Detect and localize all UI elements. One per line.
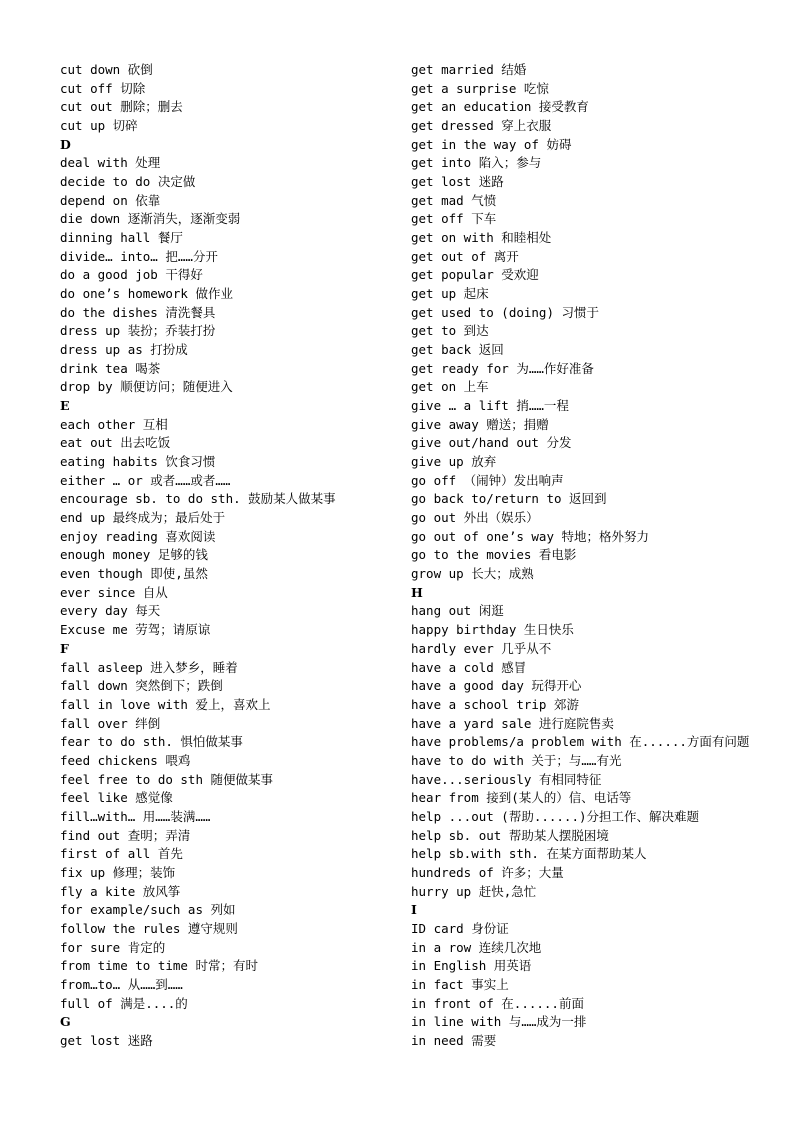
section-letter-heading: F [60, 640, 69, 656]
phrase-entry: eating habits 饮食习惯 [60, 454, 216, 470]
phrase-entry: depend on 依靠 [60, 192, 161, 208]
phrase-entry: cut up 切碎 [60, 118, 138, 134]
phrase-entry: help sb. out 帮助某人摆脱困境 [411, 827, 609, 843]
phrase-entry: have...seriously 有相同特征 [411, 771, 602, 787]
phrase-entry: find out 查明；弄清 [60, 827, 191, 843]
phrase-entry: get off 下车 [411, 211, 497, 227]
phrase-entry: enjoy reading 喜欢阅读 [60, 528, 216, 544]
phrase-entry: dress up 装扮；乔装打扮 [60, 323, 216, 339]
phrase-entry: decide to do 决定做 [60, 174, 196, 190]
phrase-entry: do the dishes 清洗餐具 [60, 304, 216, 320]
phrase-entry: help sb.with sth. 在某方面帮助某人 [411, 846, 647, 862]
phrase-entry: hang out 闲逛 [411, 603, 504, 619]
phrase-entry: Excuse me 劳驾；请原谅 [60, 622, 211, 638]
phrase-entry: get popular 受欢迎 [411, 267, 539, 283]
phrase-entry: in a row 连续几次地 [411, 939, 542, 955]
phrase-entry: divide… into… 把……分开 [60, 248, 218, 264]
section-letter-heading: H [411, 584, 423, 600]
section-letter-heading: I [411, 902, 417, 918]
phrase-entry: dress up as 打扮成 [60, 342, 188, 358]
phrase-entry: fall in love with 爱上，喜欢上 [60, 696, 271, 712]
phrase-entry: have a cold 感冒 [411, 659, 527, 675]
phrase-entry: cut off 切除 [60, 80, 146, 96]
phrase-entry: in English 用英语 [411, 958, 532, 974]
phrase-entry: feel like 感觉像 [60, 790, 173, 806]
phrase-entry: follow the rules 遵守规则 [60, 920, 238, 936]
phrase-entry: get back 返回 [411, 342, 504, 358]
phrase-entry: first of all 首先 [60, 846, 183, 862]
phrase-entry: in front of 在......前面 [411, 995, 584, 1011]
phrase-entry: in line with 与……成为一排 [411, 1014, 587, 1030]
phrase-entry: feed chickens 喂鸡 [60, 752, 191, 768]
phrase-entry: dinning hall 餐厅 [60, 230, 183, 246]
phrase-entry: get dressed 穿上衣服 [411, 118, 552, 134]
phrase-entry: have a school trip 郊游 [411, 696, 579, 712]
phrase-entry: fix up 修理；装饰 [60, 864, 176, 880]
phrase-entry: enough money 足够的钱 [60, 547, 208, 563]
phrase-entry: get mad 气愤 [411, 192, 497, 208]
section-letter-heading: E [60, 398, 70, 414]
phrase-entry: in need 需要 [411, 1032, 497, 1048]
phrase-entry: hurry up 赶快,急忙 [411, 883, 537, 899]
phrase-entry: help ...out (帮助......)分担工作、解决难题 [411, 808, 700, 824]
phrase-entry: ID card 身份证 [411, 920, 509, 936]
phrase-entry: for sure 肯定的 [60, 939, 166, 955]
phrase-entry: fly a kite 放风筝 [60, 883, 181, 899]
phrase-entry: in fact 事实上 [411, 976, 509, 992]
phrase-entry: end up 最终成为；最后处于 [60, 510, 226, 526]
phrase-entry: every day 每天 [60, 603, 161, 619]
phrase-entry: hardly ever 几乎从不 [411, 640, 552, 656]
phrase-entry: get on 上车 [411, 379, 489, 395]
phrase-entry: go back to/return to 返回到 [411, 491, 607, 507]
phrase-entry: fall asleep 进入梦乡，睡着 [60, 659, 238, 675]
phrase-entry: go out of one’s way 特地；格外努力 [411, 528, 650, 544]
phrase-entry: even though 即使,虽然 [60, 566, 208, 582]
phrase-entry: give up 放弃 [411, 454, 497, 470]
phrase-entry: get to 到达 [411, 323, 489, 339]
phrase-entry: do one’s homework 做作业 [60, 286, 233, 302]
phrase-entry: full of 满是....的 [60, 995, 188, 1011]
phrase-entry: do a good job 干得好 [60, 267, 203, 283]
phrase-entry: go to the movies 看电影 [411, 547, 577, 563]
phrase-entry: encourage sb. to do sth. 鼓励某人做某事 [60, 491, 336, 507]
phrase-entry: go out 外出（娱乐） [411, 510, 539, 526]
phrase-entry: give out/hand out 分发 [411, 435, 572, 451]
phrase-entry: drop by 顺便访问；随便进入 [60, 379, 233, 395]
phrase-entry: fear to do sth. 惧怕做某事 [60, 734, 243, 750]
phrase-entry: get lost 迷路 [411, 174, 504, 190]
phrase-entry: give … a lift 捎……一程 [411, 398, 569, 414]
phrase-entry: drink tea 喝茶 [60, 360, 161, 376]
section-letter-heading: G [60, 1014, 71, 1030]
phrase-entry: cut down 砍倒 [60, 62, 153, 77]
phrase-entry: give away 赠送；捐赠 [411, 416, 549, 432]
phrase-entry: have problems/a problem with 在......方面有问题 [411, 734, 750, 750]
phrase-entry: fill…with… 用……装满…… [60, 808, 211, 824]
phrase-entry: either … or 或者……或者…… [60, 472, 231, 488]
phrase-entry: get an education 接受教育 [411, 99, 589, 115]
phrase-entry: have to do with 关于；与……有光 [411, 752, 622, 768]
phrase-entry: hundreds of 许多；大量 [411, 864, 564, 880]
phrase-entry: cut out 删除；删去 [60, 99, 183, 115]
phrase-entry: get lost 迷路 [60, 1032, 153, 1048]
phrase-entry: fall down 突然倒下；跌倒 [60, 678, 223, 694]
phrase-entry: get out of 离开 [411, 248, 519, 264]
phrase-entry: get in the way of 妨碍 [411, 136, 572, 152]
phrase-entry: get married 结婚 [411, 62, 527, 77]
phrase-entry: for example/such as 列如 [60, 902, 236, 918]
phrase-entry: deal with 处理 [60, 155, 161, 171]
phrase-entry: happy birthday 生日快乐 [411, 622, 574, 638]
phrase-entry: fall over 绊倒 [60, 715, 161, 731]
right-column [411, 61, 771, 1051]
phrase-entry: from…to… 从……到…… [60, 976, 183, 992]
phrase-entry: have a good day 玩得开心 [411, 678, 582, 694]
phrase-entry: get into 陷入；参与 [411, 155, 542, 171]
phrase-entry: get ready for 为……作好准备 [411, 360, 594, 376]
phrase-entry: grow up 长大；成熟 [411, 566, 534, 582]
phrase-entry: get used to (doing) 习惯于 [411, 304, 600, 320]
phrase-entry: eat out 出去吃饭 [60, 435, 171, 451]
phrase-entry: get a surprise 吃惊 [411, 80, 549, 96]
left-column [60, 61, 410, 1051]
phrase-entry: die down 逐渐消失，逐渐变弱 [60, 211, 241, 227]
section-letter-heading: D [60, 136, 71, 152]
phrase-entry: from time to time 时常；有时 [60, 958, 258, 974]
phrase-entry: go off （闹钟）发出响声 [411, 472, 564, 488]
phrase-entry: ever since 自从 [60, 584, 168, 600]
phrase-entry: feel free to do sth 随便做某事 [60, 771, 274, 787]
phrase-entry: get up 起床 [411, 286, 489, 302]
phrase-entry: get on with 和睦相处 [411, 230, 552, 246]
phrase-entry: each other 互相 [60, 416, 168, 432]
phrase-entry: have a yard sale 进行庭院售卖 [411, 715, 614, 731]
phrase-entry: hear from 接到(某人的）信、电话等 [411, 790, 632, 806]
